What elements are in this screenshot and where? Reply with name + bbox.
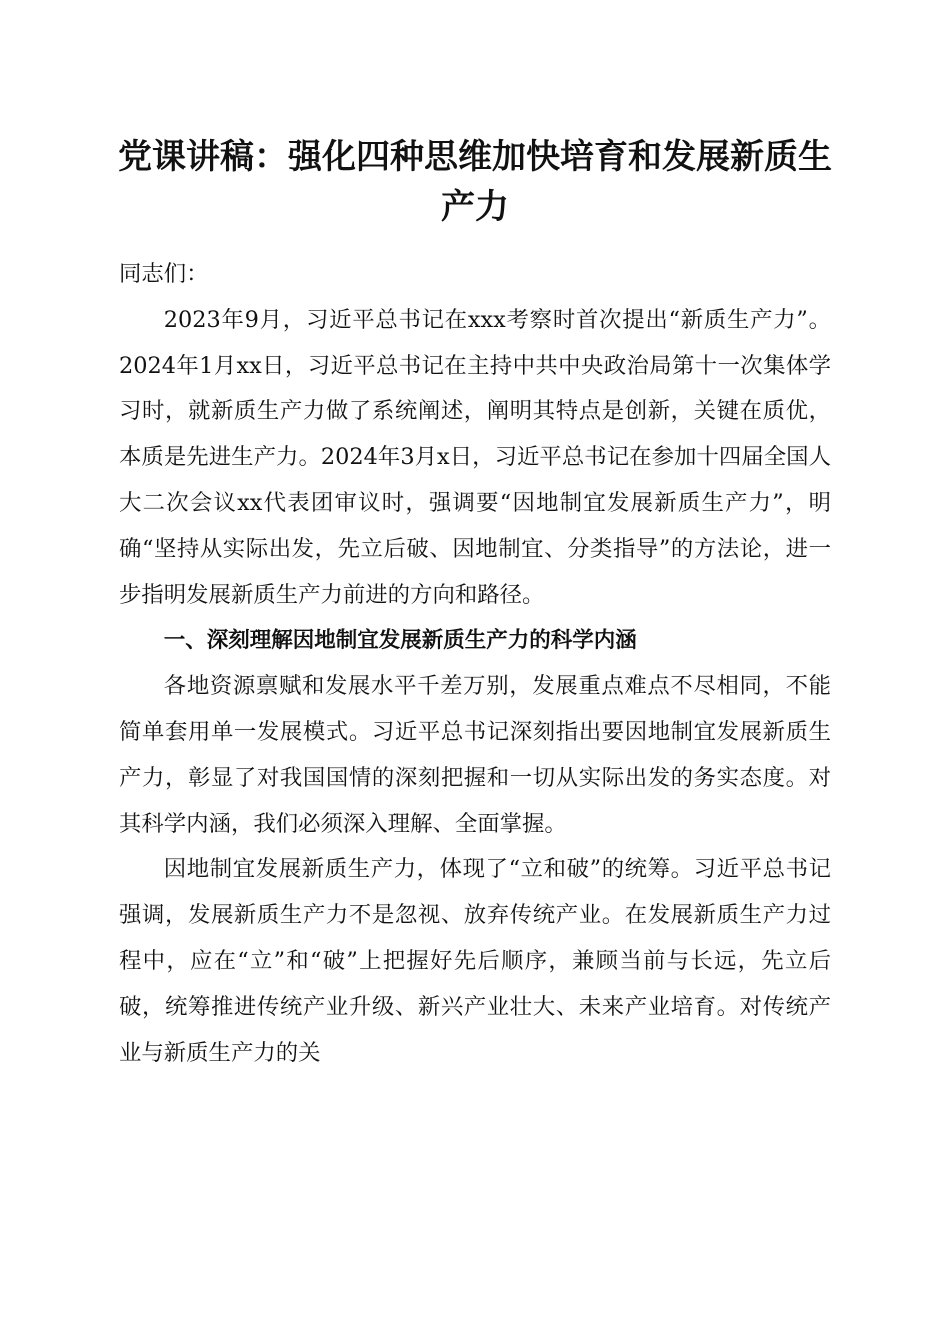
section-heading-1: 一、深刻理解因地制宜发展新质生产力的科学内涵 — [163, 628, 637, 654]
document-body — [119, 252, 831, 1076]
section1-paragraph-1: 各地资源禀赋和发展水平千差万别，发展重点难点不尽相同，不能简单套用单一发展模式。习近平总书记深刻指出要因地制宜发展新质生产力，彰显了对我国国情的深刻把握和一切从实际出发的务实态度。对其科学内涵，我们必须深入理解、全面掌握。 — [119, 673, 831, 837]
document-title: 党课讲稿：强化四种思维加快培育和发展新质生产力 — [118, 137, 832, 227]
salutation: 同志们： — [119, 261, 209, 287]
section1-paragraph-2: 因地制宜发展新质生产力，体现了“立和破”的统筹。习近平总书记强调，发展新质生产力不是忽视、放弃传统产业。在发展新质生产力过程中，应在“立”和“破”上把握好先后顺序，兼顾当前与长远，先立后破，统筹推进传统产业升级、新兴产业壮大、未来产业培育。对传统产业与新质生产力的关 — [119, 856, 831, 1066]
intro-paragraph: 2023年9月，习近平总书记在xxx考察时首次提出“新质生产力”。2024年1月xx日，习近平总书记在主持中共中央政治局第十一次集体学习时，就新质生产力做了系统阐述，阐明其特点是创新，关键在质优，本质是先进生产力。2024年3月x日，习近平总书记在参加十四届全国人大二次会议xx代表团审议时，强调要“因地制宜发展新质生产力”，明确“坚持从实际出发，先立后破、因地制宜、分类指导”的方法论，进一步指明发展新质生产力前进的方向和路径。 — [119, 306, 831, 608]
